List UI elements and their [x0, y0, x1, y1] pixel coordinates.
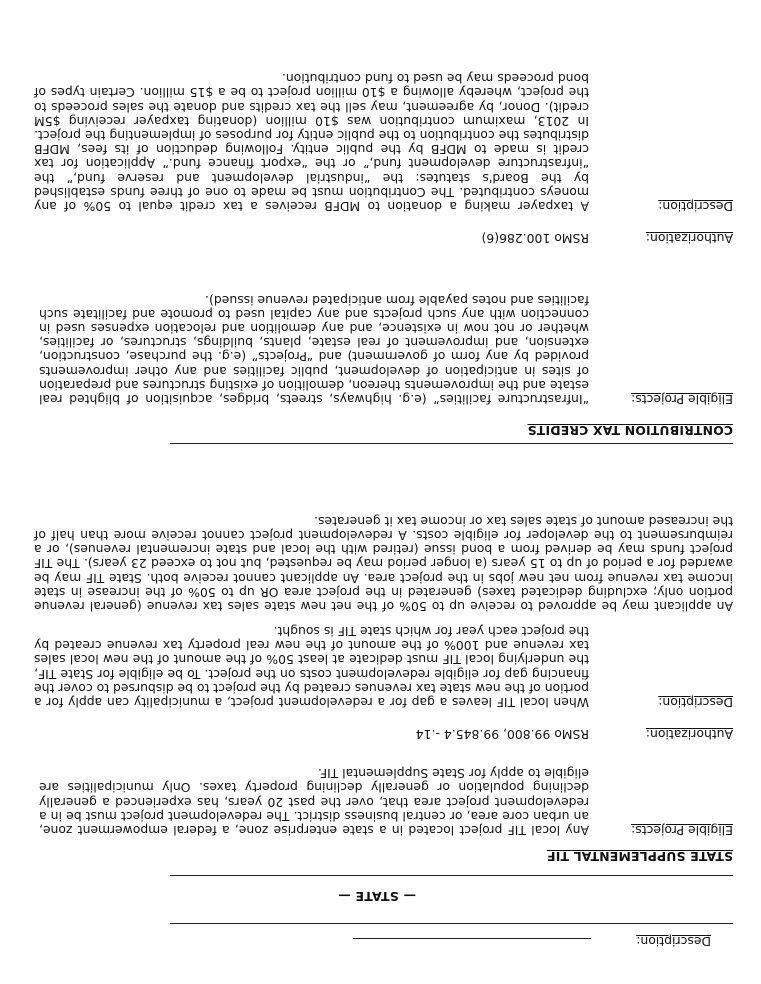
contribution-authorization-label: Authorization: [645, 231, 733, 246]
contribution-eligible-text: “Infrastructure facilities” (e.g. highways, streets, bridges, acquisition of blighted real estate and the improvements thereon, demolition of existing structures and preparation of sites in anticipation of development, public facilities and any other improvements provided by any form of government) and “Projects” (e.g. the purchase, construction, extension, and improvement of real estate, plants, buildings, structures, or facilities, whether or not now in existence, and any demolition and relocation expenses used in connection with any such projects and any capital used to promote and facilitate such facilities and notes payable from anticipated revenue issued). [39, 292, 589, 407]
state-tif-heading: STATE SUPPLEMENTAL TIF [546, 849, 733, 864]
state-tif-eligible-label: Eligible Projects: [631, 823, 733, 838]
contribution-description-text: A taxpayer making a donation to MDFB receives a tax credit equal to 50% of any moneys contributed. The Contribution must be made to one of three funds established by the Board's statutes: the “industrial development and reserve fund,” the “infrastructure development fund,” or the “export finance fund.” Application for tax credit is made to MDFB by the public entity. Following deduction of its fees, MDFB distributes the contribution to the public entity for purposes of implementing the project. In 2013, maximum contribution was $10 million (donating taxpayer receiving $5M credit). Donor, by agreement, may sell the tax credits and donate the sales proceeds to the project, whereby allowing a $10 million project to be a $15 million. Certain types of bond proceeds may be used to fund contribution. [34, 71, 589, 214]
top-description-blank-line [353, 938, 591, 939]
contribution-description-label: Description: [658, 199, 733, 214]
state-tif-description-label: Description: [658, 695, 733, 710]
contribution-divider [170, 443, 733, 444]
contribution-eligible-label: Eligible Projects: [631, 392, 733, 407]
state-tif-authorization-text: RSMo 99.800, 99.845.4 -.14 [415, 727, 589, 742]
state-tif-description-p2: An applicant may be approved to receive up to 50% of the net new state sales tax revenue (general revenue portion only; excluding dedicated taxes) generated in the project area OR up to 50% of the increase in state income tax revenue from net new jobs in the project area. An applicant cannot receive both. State TIF may be awarded for a period of up to 15 years (a longer period may be requested, but not to exceed 23 years). The TIF project funds may be derived from a bond issue (retired with the local and state incremental revenues), or a reimbursement to the developer for eligible costs. A redevelopment project cannot receive more than half of the increased amount of state sales tax or income tax it generates. [34, 513, 733, 614]
contribution-authorization-text: RSMo 100.286(6) [481, 231, 589, 246]
top-description-label: Description: [636, 934, 711, 949]
state-divider-top [170, 923, 733, 924]
state-section-heading: — STATE — [337, 889, 416, 904]
state-tif-eligible-text: Any local TIF project located in a state enterprise zone, a federal empowerment zone, an urban core area, or central business district. The redevelopment project must be in a redevelopment project area that, over the past 20 years, has experienced a generally declining population or generally declining property taxes. Only municipalities are eligible to apply for State Supplemental TIF. [39, 766, 589, 838]
state-tif-description-p1: When local TIF leaves a gap for a redevelopment project, a municipality can apply for a portion of the new state tax revenues created by the project to be disbursed to cover the financing gap for eligible redevelopment costs on the project. To be eligible for State TIF, the underlying local TIF must dedicate at least 50% of the amount of the new local sales tax revenue and 100% of the amount of the new real property tax revenue created by the project each year for which state TIF is sought. [34, 623, 589, 710]
state-tif-authorization-label: Authorization: [645, 727, 733, 742]
contribution-heading: CONTRIBUTION TAX CREDITS [527, 423, 733, 438]
state-divider-bottom [170, 875, 733, 876]
